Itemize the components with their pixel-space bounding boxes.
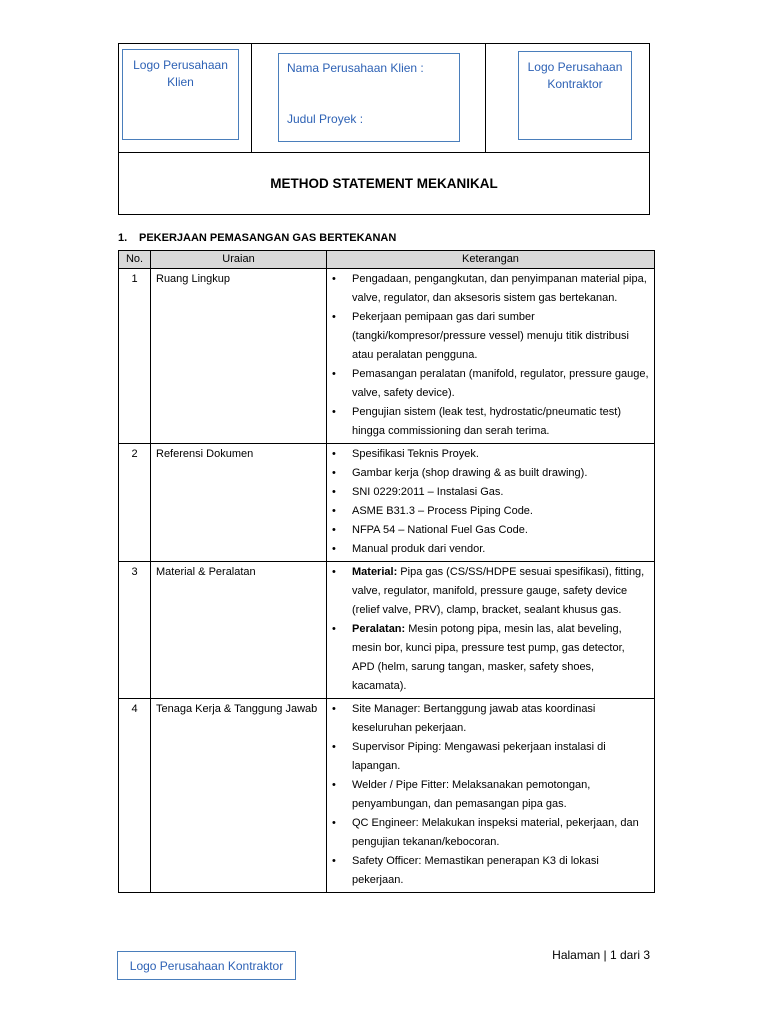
row-keterangan — [327, 269, 655, 444]
list-item: • Safety Officer: Memastikan penerapan K3 di lokasi pekerjaan. — [332, 852, 649, 890]
row-number: 2 — [119, 444, 151, 562]
item-bold-label: Material: — [352, 566, 398, 578]
list-item: • Spesifikasi Teknis Proyek. — [332, 445, 649, 464]
table-row — [119, 269, 655, 444]
list-item: • Pekerjaan pemipaan gas dari sumber (tangki/kompresor/pressure vessel) menuju titik distribusi atau peralatan pengguna. — [332, 308, 649, 365]
row-keterangan — [327, 444, 655, 562]
row-number: 4 — [119, 699, 151, 893]
footer-contractor-logo: Logo Perusahaan Kontraktor — [117, 951, 296, 980]
row-uraian: Material & Peralatan — [151, 562, 327, 699]
client-info-box — [278, 53, 460, 142]
row-uraian: Tenaga Kerja & Tanggung Jawab — [151, 699, 327, 893]
list-item: • Gambar kerja (shop drawing & as built drawing). — [332, 464, 649, 483]
list-item: • ASME B31.3 – Process Piping Code. — [332, 502, 649, 521]
list-item: • Pengujian sistem (leak test, hydrostatic/pneumatic test) hingga commissioning dan serah terima. — [332, 403, 649, 441]
client-name-label: Nama Perusahaan Klien : — [287, 61, 424, 75]
list-item: • Site Manager: Bertanggung jawab atas koordinasi keseluruhan pekerjaan. — [332, 700, 649, 738]
table-header-row — [119, 251, 655, 269]
table-row — [119, 444, 655, 562]
item-text: Mesin potong pipa, mesin las, alat beveling, mesin bor, kunci pipa, pressure test pump, gas detector, APD (helm, sarung tangan, masker, safety shoes, kacamata). — [352, 623, 625, 692]
row-number: 1 — [119, 269, 151, 444]
item-bold-label: Peralatan: — [352, 623, 406, 635]
section-title: PEKERJAAN PEMASANGAN GAS BERTEKANAN — [139, 232, 397, 244]
list-item: • QC Engineer: Melakukan inspeksi material, pekerjaan, dan pengujian tekanan/kebocoran. — [332, 814, 649, 852]
bullet-list — [332, 445, 649, 559]
column-header-uraian: Uraian — [151, 251, 327, 269]
bullet-list — [332, 270, 649, 441]
list-item: • Welder / Pipe Fitter: Melaksanakan pemotongan, penyambungan, dan pemasangan pipa gas. — [332, 776, 649, 814]
list-item: • Pemasangan peralatan (manifold, regulator, pressure gauge, valve, safety device). — [332, 365, 649, 403]
list-item — [332, 563, 649, 620]
column-header-no: No. — [119, 251, 151, 269]
bullet-list — [332, 700, 649, 890]
list-item: • Supervisor Piping: Mengawasi pekerjaan instalasi di lapangan. — [332, 738, 649, 776]
page-number: Halaman | 1 dari 3 — [552, 948, 650, 962]
column-divider — [485, 44, 486, 152]
item-text: Pipa gas (CS/SS/HDPE sesuai spesifikasi), fitting, valve, regulator, manifold, pressure gauge, safety device (relief valve, PRV), clamp, bracket, sealant khusus gas. — [352, 566, 645, 616]
contractor-logo-placeholder: Logo Perusahaan Kontraktor — [518, 51, 632, 140]
section-number: 1. — [118, 232, 128, 244]
document-header — [118, 43, 650, 215]
row-keterangan — [327, 562, 655, 699]
row-number: 3 — [119, 562, 151, 699]
list-item — [332, 620, 649, 696]
row-keterangan — [327, 699, 655, 893]
method-statement-table — [118, 250, 655, 893]
row-uraian: Ruang Lingkup — [151, 269, 327, 444]
bullet-list — [332, 563, 649, 696]
client-logo-placeholder: Logo Perusahaan Klien — [122, 49, 239, 140]
column-divider — [251, 44, 252, 152]
column-header-keterangan: Keterangan — [327, 251, 655, 269]
list-item: • SNI 0229:2011 – Instalasi Gas. — [332, 483, 649, 502]
table-row — [119, 699, 655, 893]
section-heading — [118, 232, 396, 244]
document-title: METHOD STATEMENT MEKANIKAL — [270, 176, 498, 191]
project-title-label: Judul Proyek : — [287, 112, 364, 126]
row-uraian: Referensi Dokumen — [151, 444, 327, 562]
header-logo-row — [119, 44, 649, 153]
list-item: • Manual produk dari vendor. — [332, 540, 649, 559]
list-item: • Pengadaan, pengangkutan, dan penyimpanan material pipa, valve, regulator, dan aksesoris sistem gas bertekanan. — [332, 270, 649, 308]
list-item: • NFPA 54 – National Fuel Gas Code. — [332, 521, 649, 540]
table-row — [119, 562, 655, 699]
